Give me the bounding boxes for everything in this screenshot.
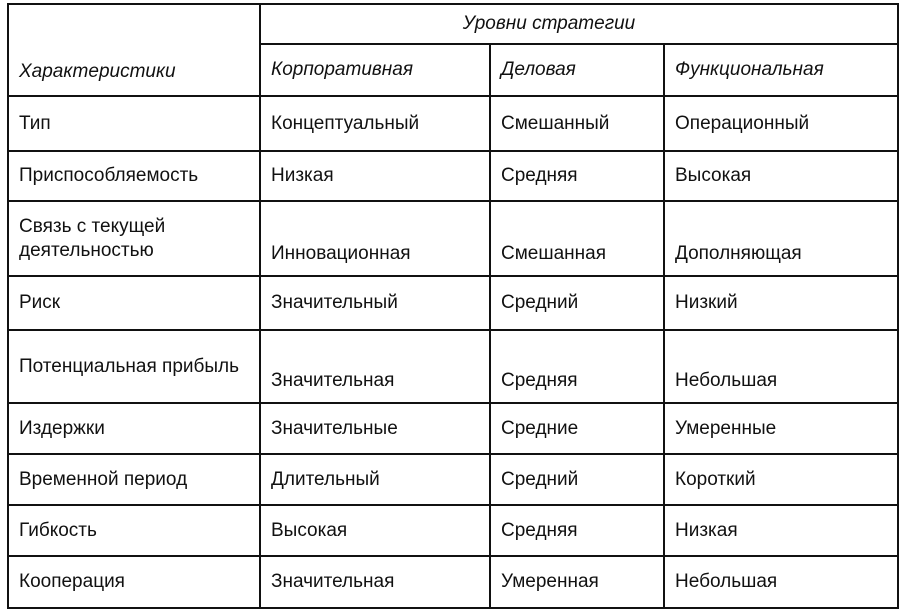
table-row [8,330,898,403]
cell-business: Средняя [490,330,664,403]
level-header-corporate: Корпоративная [260,44,490,96]
cell-business: Умеренная [490,556,664,608]
row-label: Издержки [8,403,260,454]
strategy-levels-table [7,3,899,609]
strategy-levels-header: Уровни стратегии [260,4,898,44]
cell-corporate: Высокая [260,505,490,556]
cell-business: Средняя [490,151,664,201]
cell-functional: Низкая [664,505,898,556]
row-label: Временной период [8,454,260,505]
cell-corporate: Инновационная [260,201,490,276]
row-label: Риск [8,276,260,330]
row-label: Кооперация [8,556,260,608]
cell-functional: Низкий [664,276,898,330]
header-row-top [8,4,898,44]
cell-business: Средний [490,454,664,505]
cell-corporate: Значительная [260,330,490,403]
cell-business: Смешанная [490,201,664,276]
table-row [8,505,898,556]
table-row [8,276,898,330]
row-label: Гибкость [8,505,260,556]
cell-business: Средний [490,276,664,330]
row-label: Связь с текущей деятельностью [8,201,260,276]
cell-corporate: Длительный [260,454,490,505]
cell-corporate: Значительные [260,403,490,454]
cell-corporate: Значительная [260,556,490,608]
cell-business: Смешанный [490,96,664,151]
cell-functional: Небольшая [664,556,898,608]
table-row [8,556,898,608]
cell-functional: Операционный [664,96,898,151]
cell-corporate: Значительный [260,276,490,330]
level-header-functional: Функциональная [664,44,898,96]
cell-functional: Высокая [664,151,898,201]
cell-functional: Дополняющая [664,201,898,276]
row-label: Приспособляемость [8,151,260,201]
cell-corporate: Низкая [260,151,490,201]
level-header-business: Деловая [490,44,664,96]
characteristics-header: Характеристики [8,4,260,96]
row-label: Потенциальная прибыль [8,330,260,403]
table-row [8,454,898,505]
row-label: Тип [8,96,260,151]
table-row [8,96,898,151]
cell-functional: Умеренные [664,403,898,454]
cell-functional: Небольшая [664,330,898,403]
strategy-levels-document [7,3,897,605]
cell-business: Средние [490,403,664,454]
cell-functional: Короткий [664,454,898,505]
table-row [8,201,898,276]
cell-business: Средняя [490,505,664,556]
cell-corporate: Концептуальный [260,96,490,151]
table-row [8,151,898,201]
table-row [8,403,898,454]
